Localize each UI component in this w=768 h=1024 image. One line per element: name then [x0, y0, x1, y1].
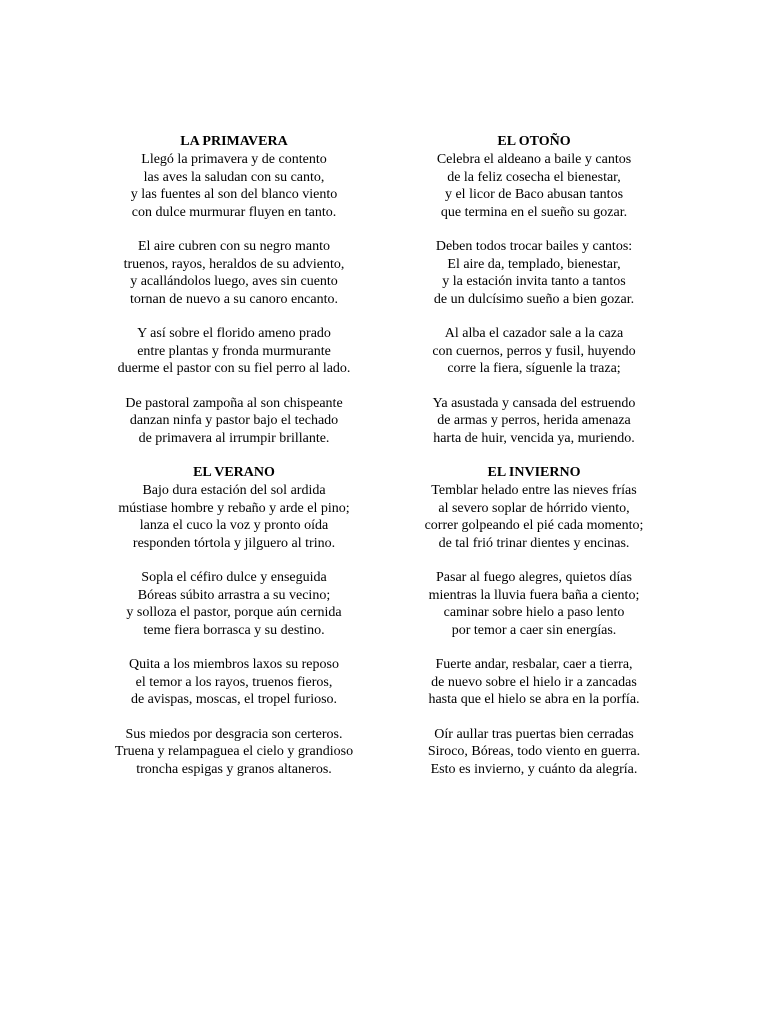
poem-line: danzan ninfa y pastor bajo el techado [129, 413, 339, 428]
poem-line: Celebra el aldeano a baile y cantos [436, 152, 632, 167]
poem-line: y acallándolos luego, aves sin cuento [130, 274, 338, 289]
poem-line: de la feliz cosecha el bienestar, [447, 169, 621, 185]
poem-line: las aves la saludan con su canto, [143, 169, 325, 185]
poem-line: de tal frió trinar dientes y encinas. [438, 535, 630, 551]
poem-line: y la estación invita tanto a tantos [442, 274, 626, 289]
poem-line: Quita a los miembros laxos su reposo [129, 657, 339, 672]
poem-stanza [84, 482, 384, 552]
poem-stanza [84, 325, 384, 378]
poem-line: Bóreas súbito arrastra a su vecino; [137, 587, 331, 603]
poem-section [384, 133, 684, 447]
poem-line: con dulce murmurar fluyen en tanto. [131, 204, 337, 220]
poem-stanza [384, 325, 684, 378]
poem-line: de armas y perros, herida amenaza [437, 413, 631, 428]
poem-line: de avispas, moscas, el tropel furioso. [130, 692, 338, 707]
poem-stanza [384, 569, 684, 639]
poem-stanza [84, 726, 384, 779]
poem-line: de un dulcísimo sueño a bien gozar. [433, 291, 635, 307]
poem-line: lanza el cuco la voz y pronto oída [139, 518, 329, 533]
poem-line: entre plantas y fronda murmurante [137, 343, 331, 359]
poem-stanza [384, 238, 684, 308]
poem-line: el temor a los rayos, truenos fieros, [135, 674, 333, 690]
poem-section [384, 464, 684, 778]
poem-title: LA PRIMAVERA [180, 134, 288, 149]
poem-line: con cuernos, perros y fusil, huyendo [432, 343, 636, 359]
poem-line: teme fiera borrasca y su destino. [143, 622, 325, 638]
poem-stanza [384, 726, 684, 779]
left-column [84, 133, 384, 795]
poem-section [84, 133, 384, 447]
poem-stanza [84, 238, 384, 308]
poem-title: EL VERANO [193, 465, 275, 480]
poem-line: por temor a caer sin energías. [451, 622, 617, 638]
right-column [384, 133, 684, 795]
poem-line: y solloza el pastor, porque aún cernida [126, 605, 342, 620]
poem-line: de primavera al irrumpir brillante. [138, 430, 330, 446]
poem-line: truenos, rayos, heraldos de su adviento, [123, 256, 345, 272]
poem-line: Pasar al fuego alegres, quietos días [436, 570, 632, 585]
poem-line: troncha espigas y granos altaneros. [136, 761, 332, 777]
poem-section [84, 464, 384, 778]
poem-title: EL INVIERNO [487, 465, 581, 480]
poem-line: y el licor de Baco abusan tantos [444, 187, 624, 202]
poem-line: tornan de nuevo a su canoro encanto. [130, 291, 338, 307]
poem-line: al severo soplar de hórrido viento, [438, 500, 630, 516]
poem-line: El aire da, templado, bienestar, [447, 256, 621, 272]
poem-line: de nuevo sobre el hielo ir a zancadas [431, 674, 637, 690]
poem-line: Truena y relampaguea el cielo y grandioso [114, 744, 354, 759]
poem-line: caminar sobre hielo a paso lento [443, 605, 625, 620]
poem-title: EL OTOÑO [497, 134, 571, 149]
poem-line: mústiase hombre y rebaño y arde el pino; [118, 500, 350, 516]
poem-stanza [84, 569, 384, 639]
poem-line: que termina en el sueño su gozar. [440, 204, 628, 220]
poem-line: Y así sobre el florido ameno prado [137, 326, 331, 341]
poem-stanza [384, 151, 684, 221]
poem-stanza [384, 395, 684, 448]
poem-line: mientras la lluvia fuera baña a ciento; [428, 587, 640, 603]
poem-line: De pastoral zampoña al son chispeante [125, 395, 343, 411]
poem-line: Temblar helado entre las nieves frías [431, 483, 637, 498]
poem-stanza [84, 151, 384, 221]
poem-line: hasta que el hielo se abra en la porfía. [428, 692, 640, 707]
poem-line: Llegó la primavera y de contento [141, 152, 327, 167]
poem-line: Ya asustada y cansada del estruendo [432, 395, 636, 411]
poem-line: duerme el pastor con su fiel perro al lado. [117, 361, 351, 376]
poem-line: Bajo dura estación del sol ardida [142, 483, 326, 498]
poem-line: y las fuentes al son del blanco viento [130, 187, 338, 202]
poem-line: Sus miedos por desgracia son certeros. [125, 726, 343, 742]
poem-line: Esto es invierno, y cuánto da alegría. [430, 761, 638, 777]
poem-line: corre la fiera, síguenle la traza; [447, 361, 621, 376]
poem-line: correr golpeando el pié cada momento; [424, 518, 644, 533]
poem-line: Deben todos trocar bailes y cantos: [435, 239, 633, 254]
poem-stanza [384, 656, 684, 709]
poem-line: harta de huir, vencida ya, muriendo. [433, 430, 635, 446]
poem-line: El aire cubren con su negro manto [137, 239, 331, 254]
poem-stanza [84, 656, 384, 709]
poem-line: Sopla el céfiro dulce y enseguida [141, 570, 327, 585]
poem-stanza [84, 395, 384, 448]
poem-line: Fuerte andar, resbalar, caer a tierra, [435, 657, 633, 672]
poem-line: Oír aullar tras puertas bien cerradas [434, 726, 634, 742]
poem-line: Siroco, Bóreas, todo viento en guerra. [427, 744, 641, 759]
poem-line: Al alba el cazador sale a la caza [444, 326, 624, 341]
poem-stanza [384, 482, 684, 552]
poem-line: responden tórtola y jilguero al trino. [132, 535, 336, 551]
